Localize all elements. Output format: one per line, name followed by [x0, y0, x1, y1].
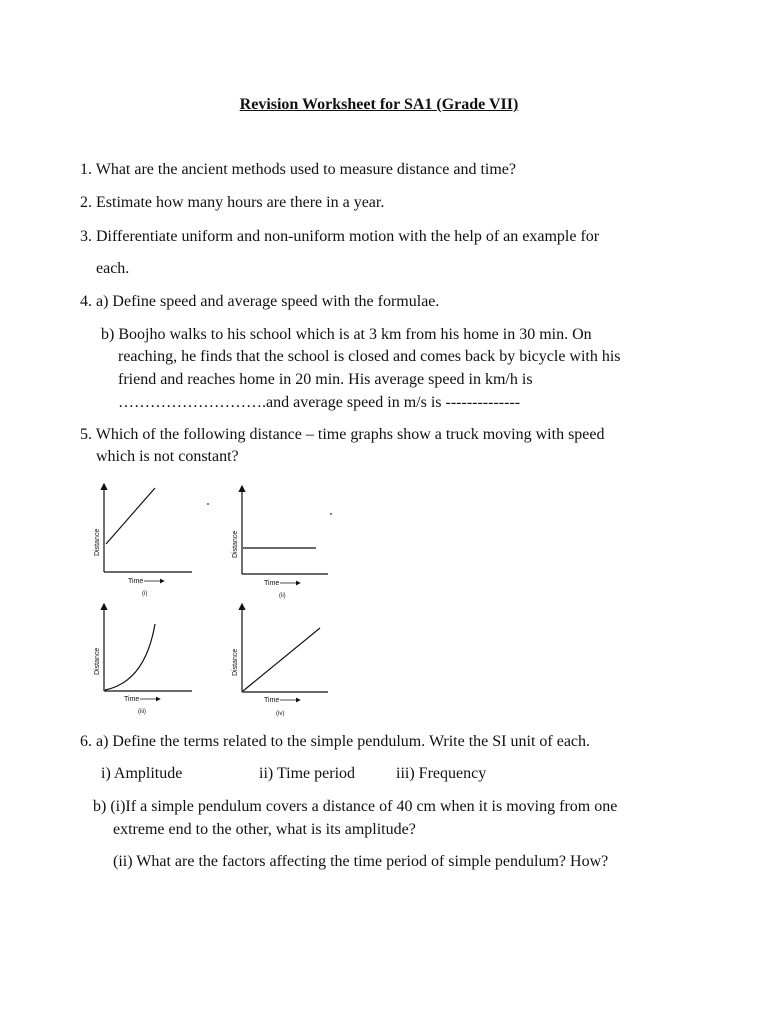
- graph-iv-curve: [243, 628, 320, 691]
- question-4b-line-3: friend and reaches home in 20 min. His average speed in km/h is: [118, 371, 533, 388]
- question-6b-ii: (ii) What are the factors affecting the time period of simple pendulum? How?: [113, 853, 609, 870]
- graph-iv-caption: (iv): [276, 711, 285, 717]
- graph-ii-y-label: Distance: [232, 530, 239, 558]
- question-4a: 4. a) Define speed and average speed with the formulae.: [80, 293, 440, 310]
- graph-ii: [232, 486, 328, 599]
- graph-iv-x-label: Time: [264, 697, 280, 704]
- question-4b-line-2: reaching, he finds that the school is closed and comes back by bicycle with his: [118, 348, 621, 365]
- graph-i-x-label: Time: [128, 578, 144, 585]
- graph-iii: [94, 604, 192, 715]
- question-2: 2. Estimate how many hours are there in a year.: [80, 194, 385, 211]
- question-5-line-1: 5. Which of the following distance – time graphs show a truck moving with speed: [80, 426, 605, 443]
- question-6-term-frequency: iii) Frequency: [396, 765, 487, 782]
- worksheet-title: Revision Worksheet for SA1 (Grade VII): [239, 96, 519, 113]
- graph-iii-x-label: Time: [124, 696, 140, 703]
- distance-time-graphs: [80, 474, 350, 724]
- graph-ii-caption: (ii): [279, 593, 286, 599]
- question-3-line-1: 3. Differentiate uniform and non-uniform motion with the help of an example for: [80, 228, 600, 245]
- question-6a: 6. a) Define the terms related to the simple pendulum. Write the SI unit of each.: [80, 733, 591, 750]
- question-5-line-2: which is not constant?: [96, 448, 239, 465]
- question-6-term-time-period: ii) Time period: [259, 765, 356, 782]
- graph-i-caption: (i): [142, 591, 148, 597]
- question-3-line-2: each.: [96, 260, 130, 277]
- question-1: 1. What are the ancient methods used to measure distance and time?: [80, 161, 516, 178]
- scan-speck: [330, 513, 332, 515]
- question-4b-line-4: ……………………….and average speed in m/s is --------------: [118, 394, 521, 411]
- graph-i-curve: [106, 488, 155, 544]
- graph-iii-curve: [105, 624, 155, 690]
- question-6b-line-1: b) (i)If a simple pendulum covers a distance of 40 cm when it is moving from one: [93, 798, 618, 815]
- graph-iv-y-label: Distance: [232, 648, 239, 676]
- question-6b-line-2: extreme end to the other, what is its amplitude?: [113, 821, 416, 838]
- graph-iii-y-label: Distance: [94, 647, 101, 675]
- graph-iii-caption: (iii): [138, 709, 146, 715]
- graph-ii-x-label: Time: [264, 580, 280, 587]
- question-4b-line-1: b) Boojho walks to his school which is at 3 km from his home in 30 min. On: [101, 326, 592, 343]
- question-6-term-amplitude: i) Amplitude: [101, 765, 183, 782]
- graph-i-y-label: Distance: [94, 528, 101, 556]
- graph-i: [94, 484, 192, 597]
- scan-speck: [207, 503, 209, 505]
- graph-iv: [232, 604, 328, 717]
